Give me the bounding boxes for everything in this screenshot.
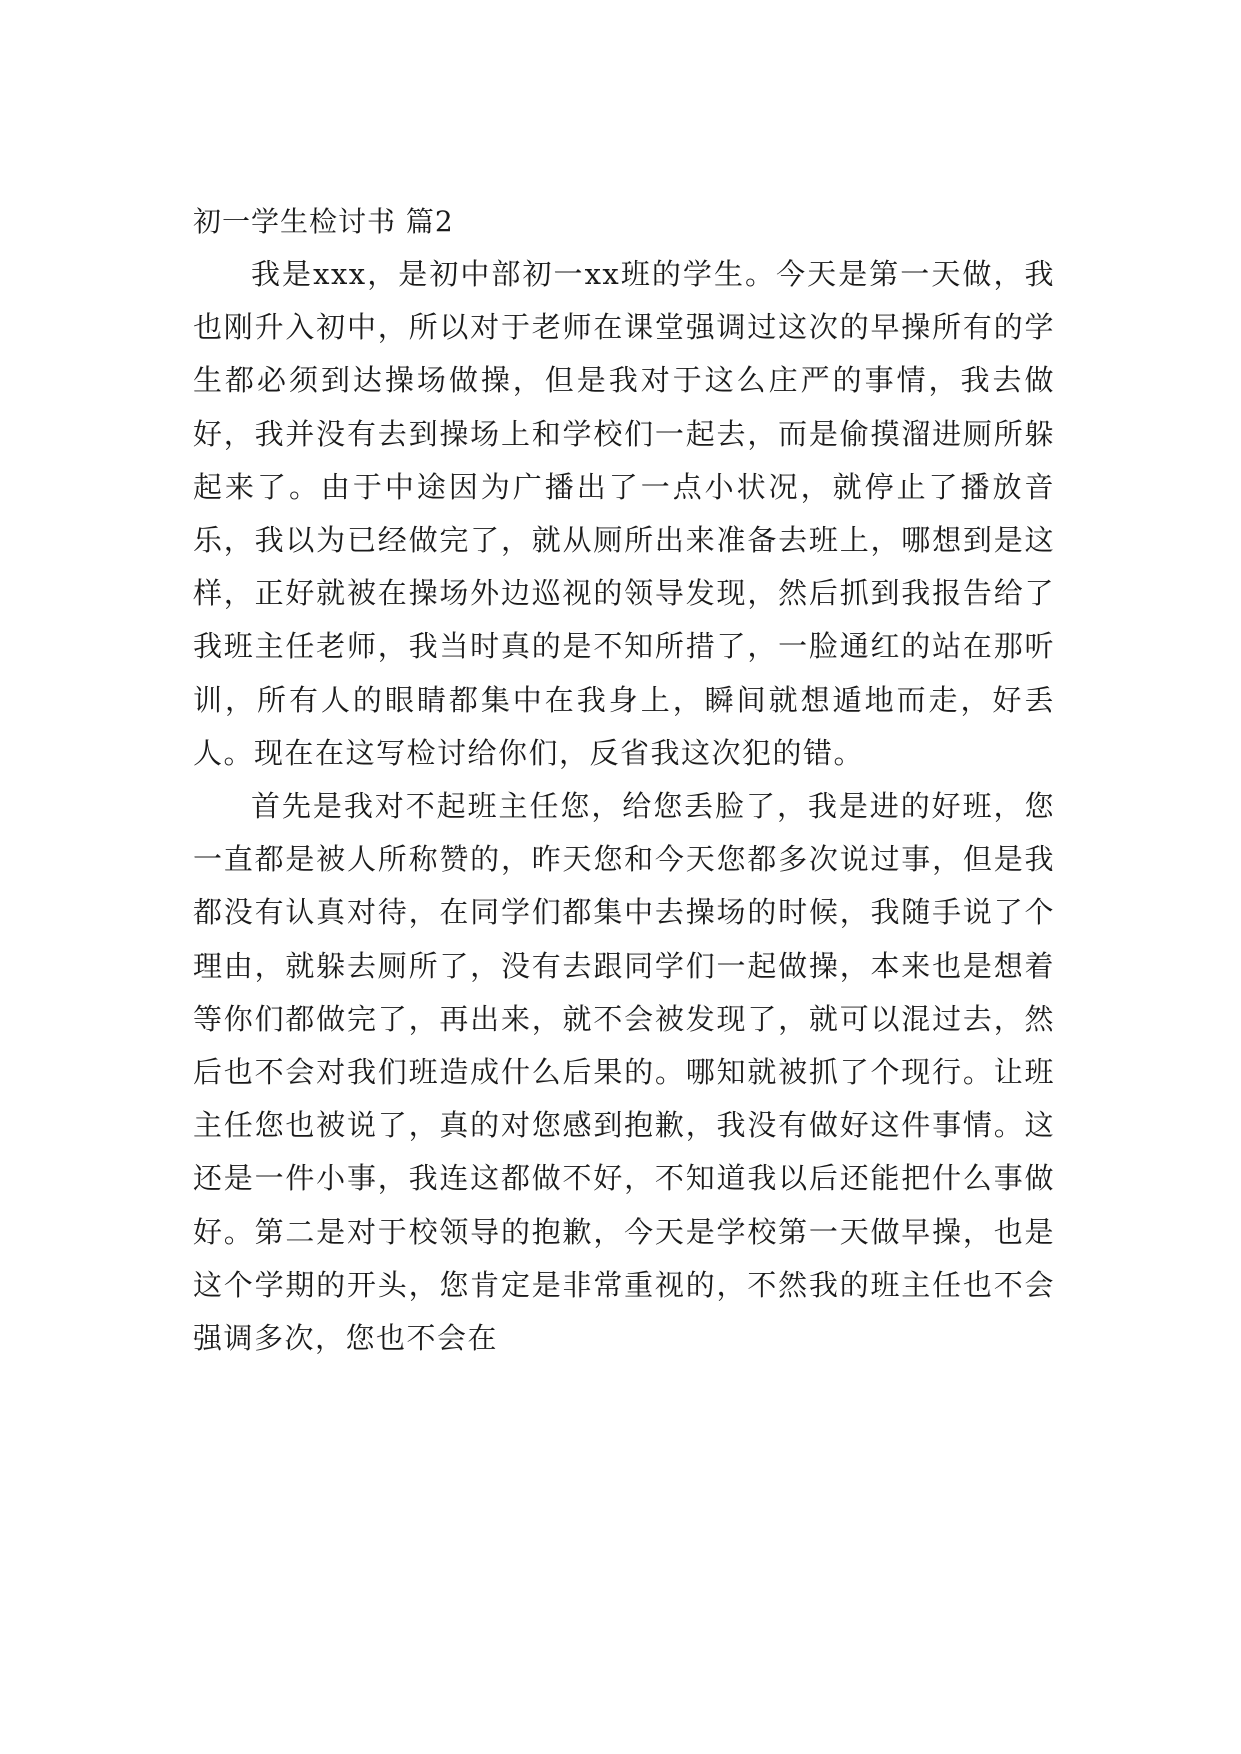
document-title: 初一学生检讨书 篇2 [193,205,454,238]
paragraph-2: 首先是我对不起班主任您，给您丢脸了，我是进的好班，您一直都是被人所称赞的，昨天您和今天您都多次说过事，但是我都没有认真对待，在同学们都集中去操场的时候，我随手说了个理由，就躲去厕所了，没有去跟同学们一起做操，本来也是想着等你们都做完了，再出来，就不会被发现了，就可以混过去，然后也不会对我们班造成什么后果的。哪知就被抓了个现行。让班主任您也被说了，真的对您感到抱歉，我没有做好这件事情。这还是一件小事，我连这都做不好，不知道我以后还能把什么事做好。第二是对于校领导的抱歉，今天是学校第一天做早操，也是这个学期的开头，您肯定是非常重视的，不然我的班主任也不会强调多次，您也不会在 [193,789,1055,1356]
document-body [193,196,1055,1365]
paragraph-1: 我是xxx，是初中部初一xx班的学生。今天是第一天做，我也刚升入初中，所以对于老师在课堂强调过这次的早操所有的学生都必须到达操场做操，但是我对于这么庄严的事情，我去做好，我并没有去到操场上和学校们一起去，而是偷摸溜进厕所躲起来了。由于中途因为广播出了一点小状况，就停止了播放音乐，我以为已经做完了，就从厕所出来准备去班上，哪想到是这样，正好就被在操场外边巡视的领导发现，然后抓到我报告给了我班主任老师，我当时真的是不知所措了，一脸通红的站在那听训，所有人的眼睛都集中在我身上，瞬间就想遁地而走，好丢人。现在在这写检讨给你们，反省我这次犯的错。 [193,257,1055,770]
